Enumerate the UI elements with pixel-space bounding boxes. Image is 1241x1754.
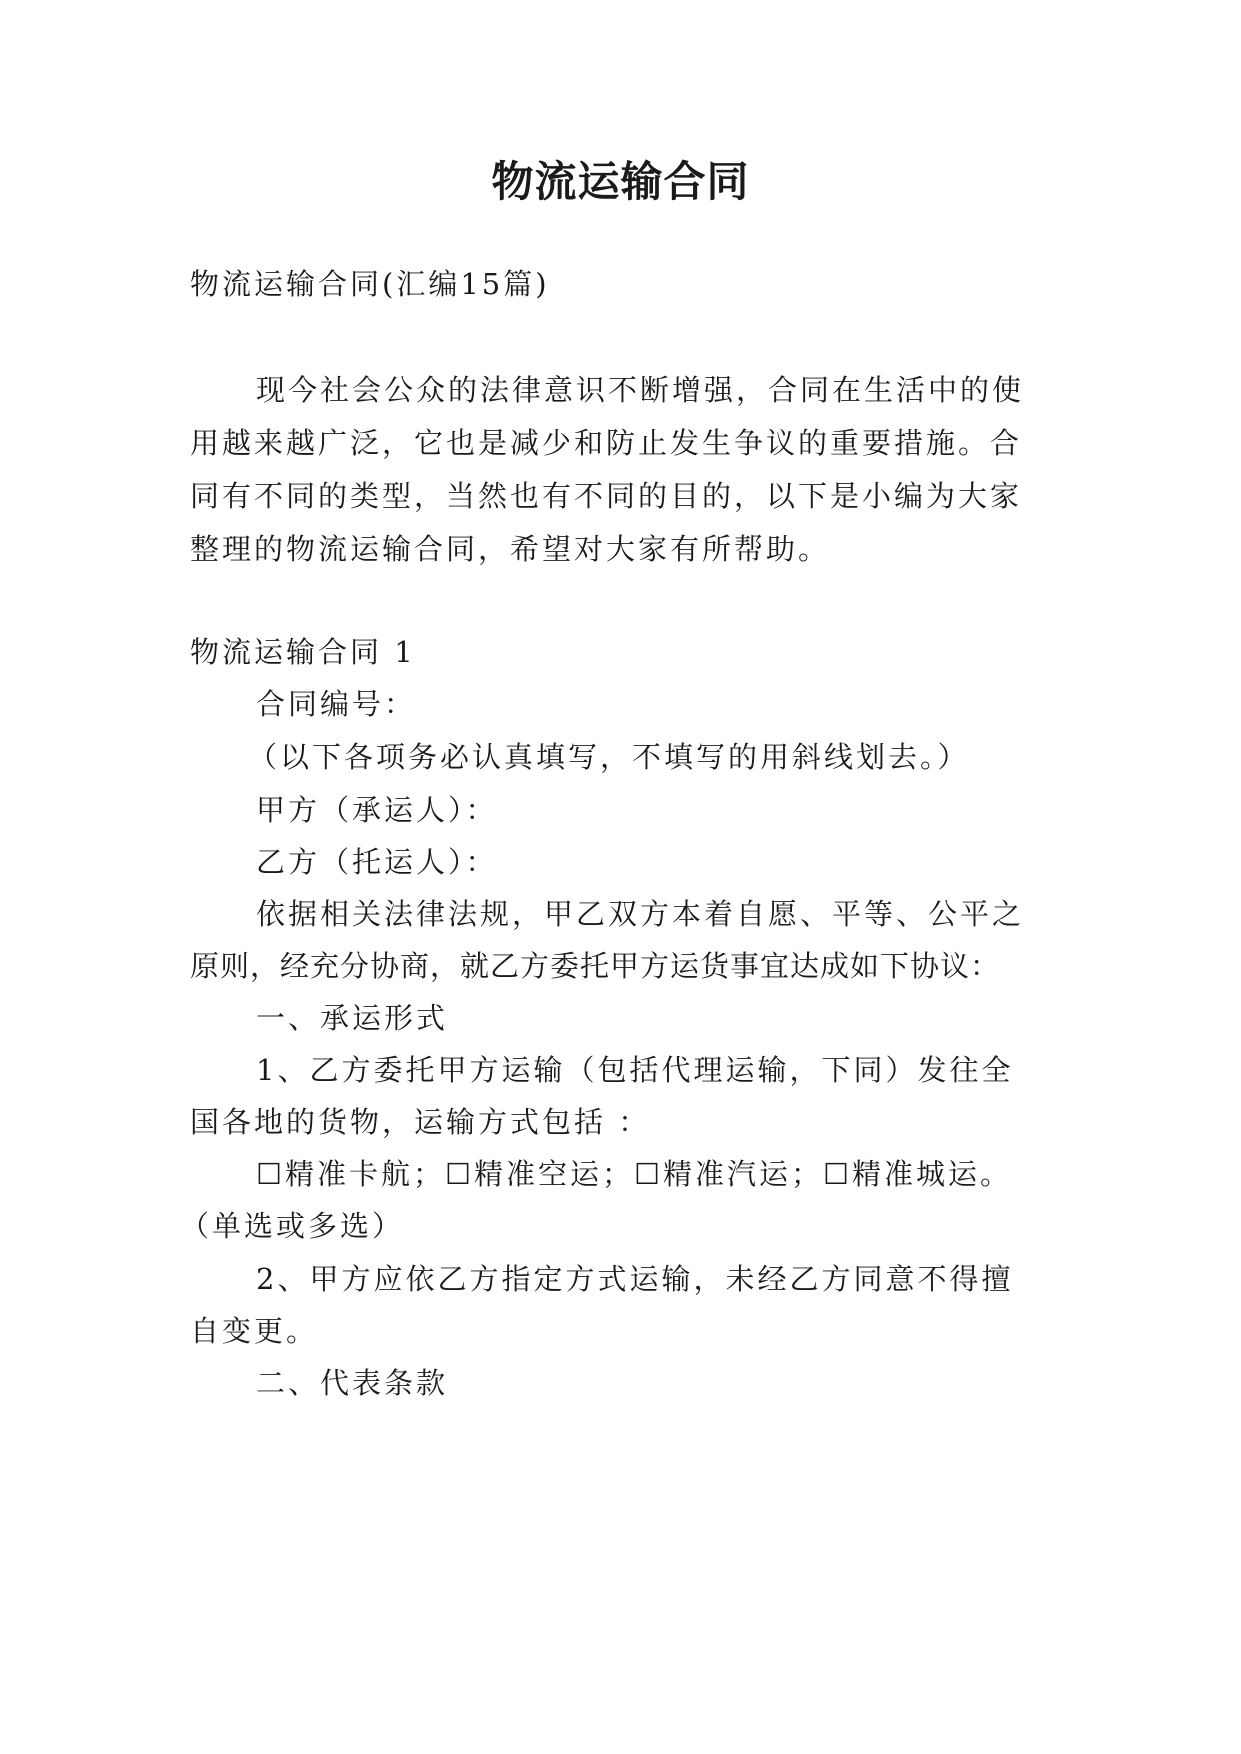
clause-1-heading: 一、承运形式	[256, 1001, 449, 1035]
contract-number-label: 合同编号：	[256, 687, 417, 721]
intro-line-2: 用越来越广泛，它也是减少和防止发生争议的重要措施。合	[190, 426, 1023, 460]
intro-line-4: 整理的物流运输合同，希望对大家有所帮助。	[190, 532, 831, 566]
select-note: （单选或多选）	[180, 1209, 405, 1243]
document-subtitle: 物流运输合同(汇编15篇)	[190, 267, 550, 301]
basis-line-2: 原则，经充分协商，就乙方委托甲方运货事宜达成如下协议：	[190, 949, 1001, 983]
party-b-label: 乙方（托运人）：	[256, 845, 498, 879]
transport-options-line: ☐精准卡航；☐精准空运；☐精准汽运；☐精准城运。	[256, 1157, 1012, 1191]
party-a-label: 甲方（承运人）：	[256, 793, 498, 827]
document-title: 物流运输合同	[491, 157, 750, 206]
section-heading: 物流运输合同 1	[190, 635, 416, 669]
clause-2-heading: 二、代表条款	[256, 1366, 449, 1400]
clause-1-item-2-line-1: 2、甲方应依乙方指定方式运输，未经乙方同意不得擅	[256, 1262, 1014, 1296]
clause-1-item-1-line-1: 1、乙方委托甲方运输（包括代理运输，下同）发往全	[256, 1053, 1014, 1087]
clause-1-item-1-line-2: 国各地的货物，运输方式包括 ：	[190, 1105, 651, 1139]
intro-line-3: 同有不同的类型，当然也有不同的目的，以下是小编为大家	[190, 479, 1023, 513]
clause-1-item-2-line-2: 自变更。	[190, 1314, 319, 1348]
fill-instruction-note: （以下各项务必认真填写，不填写的用斜线划去。）	[248, 740, 970, 774]
intro-line-1: 现今社会公众的法律意识不断增强，合同在生活中的使	[256, 373, 1025, 407]
basis-line-1: 依据相关法律法规，甲乙双方本着自愿、平等、公平之	[256, 897, 1025, 931]
